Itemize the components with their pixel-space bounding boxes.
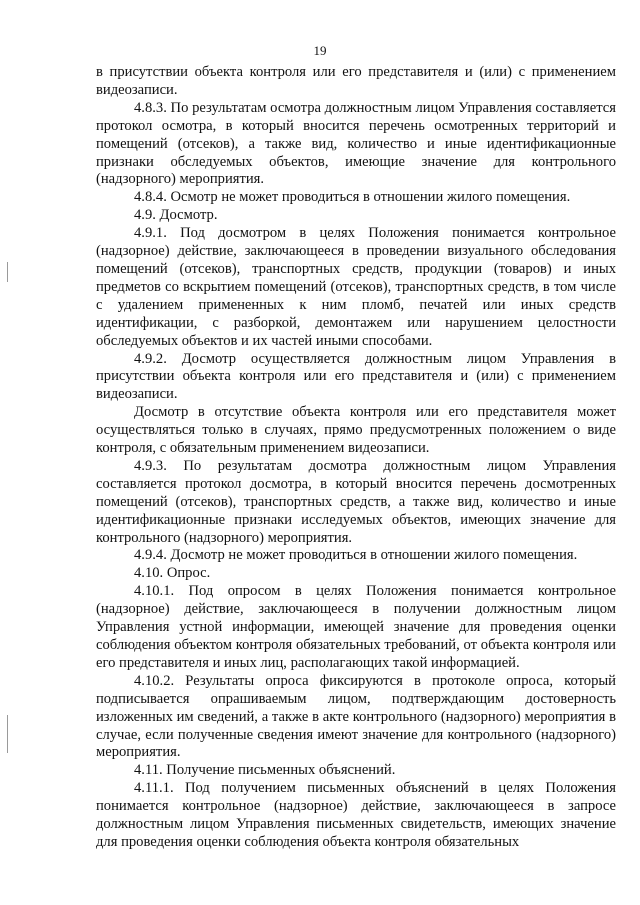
paragraph-continuation: в присутствии объекта контроля или его представителя и (или) с применением видеозаписи. xyxy=(96,64,616,98)
paragraph-4-8-3: 4.8.3. По результатам осмотра должностным лицом Управления составляется протокол осмотра, в который вносится перечень осмотренных территорий и помещений (отсеков), а также вид, количество и иные идентификационные признаки обследуемых объектов, имеющие значение для контрольного (надзорного) мероприятия. xyxy=(96,99,616,188)
heading-4-10: 4.10. Опрос. xyxy=(134,565,211,582)
paragraph-4-10-2: 4.10.2. Результаты опроса фиксируются в протоколе опроса, который подписывается опрашиваемым лицом, подтверждающим достоверность изложенных им сведений, а также в акте контрольного (надзорного) мероприятия в случае, если полученные сведения имеют значение для контрольного (надзорного) мероприятия. xyxy=(96,672,616,761)
paragraph-4-9-3: 4.9.3. По результатам досмотра должностным лицом Управления составляется протокол досмотра, в который вносится перечень досмотренных помещений (отсеков), транспортных средств, а также вид, количество и иные идентификационные признаки исследуемых объектов, имеющих значение для контрольного (надзорного) мероприятия. xyxy=(96,457,616,546)
scan-margin-line xyxy=(7,715,8,753)
paragraph-4-9-4: 4.9.4. Досмотр не может проводиться в отношении жилого помещения. xyxy=(134,547,578,564)
paragraph-4-11-1: 4.11.1. Под получением письменных объяснений в целях Положения понимается контрольное (надзорное) действие, заключающееся в запросе должностным лицом Управления письменных свидетельств, имеющих значение для проведения оценки соблюдения объекта контроля обязательных xyxy=(96,780,616,850)
paragraph-4-10-1: 4.10.1. Под опросом в целях Положения понимается контрольное (надзорное) действие, заключающееся в получении должностным лицом Управления устной информации, имеющей значение для проведения оценки соблюдения объектом контроля обязательных требований, от объекта контроля или его представителя и иных лиц, располагающих такой информацией. xyxy=(96,583,616,671)
scan-margin-line xyxy=(7,262,8,282)
paragraph-4-9-2: 4.9.2. Досмотр осуществляется должностным лицом Управления в присутствии объекта контроля или его представителя и (или) с применением видеозаписи. xyxy=(96,350,616,403)
paragraph-4-9-2-continuation: Досмотр в отсутствие объекта контроля или его представителя может осуществляться только в случаях, прямо предусмотренных положением о виде контроля, с обязательным применением видеозаписи. xyxy=(96,404,616,457)
paragraph-4-9-1: 4.9.1. Под досмотром в целях Положения понимается контрольное (надзорное) действие, заключающееся в проведении визуального обследования помещений (отсеков), транспортных средств, продукции (товаров) и иных предметов со вскрытием помещений (отсеков), транспортных средств, в том числе с удалением примененных к ним пломб, печатей или иных средств идентификации, с разборкой, демонтажем или нарушением целостности обследуемых объектов и их частей иными способами. xyxy=(96,225,616,349)
paragraph-4-8-4: 4.8.4. Осмотр не может проводиться в отношении жилого помещения. xyxy=(134,189,571,206)
page-number: 19 xyxy=(313,43,327,58)
heading-4-9: 4.9. Досмотр. xyxy=(134,207,218,224)
heading-4-11: 4.11. Получение письменных объяснений. xyxy=(134,762,396,779)
document-body xyxy=(96,64,616,852)
